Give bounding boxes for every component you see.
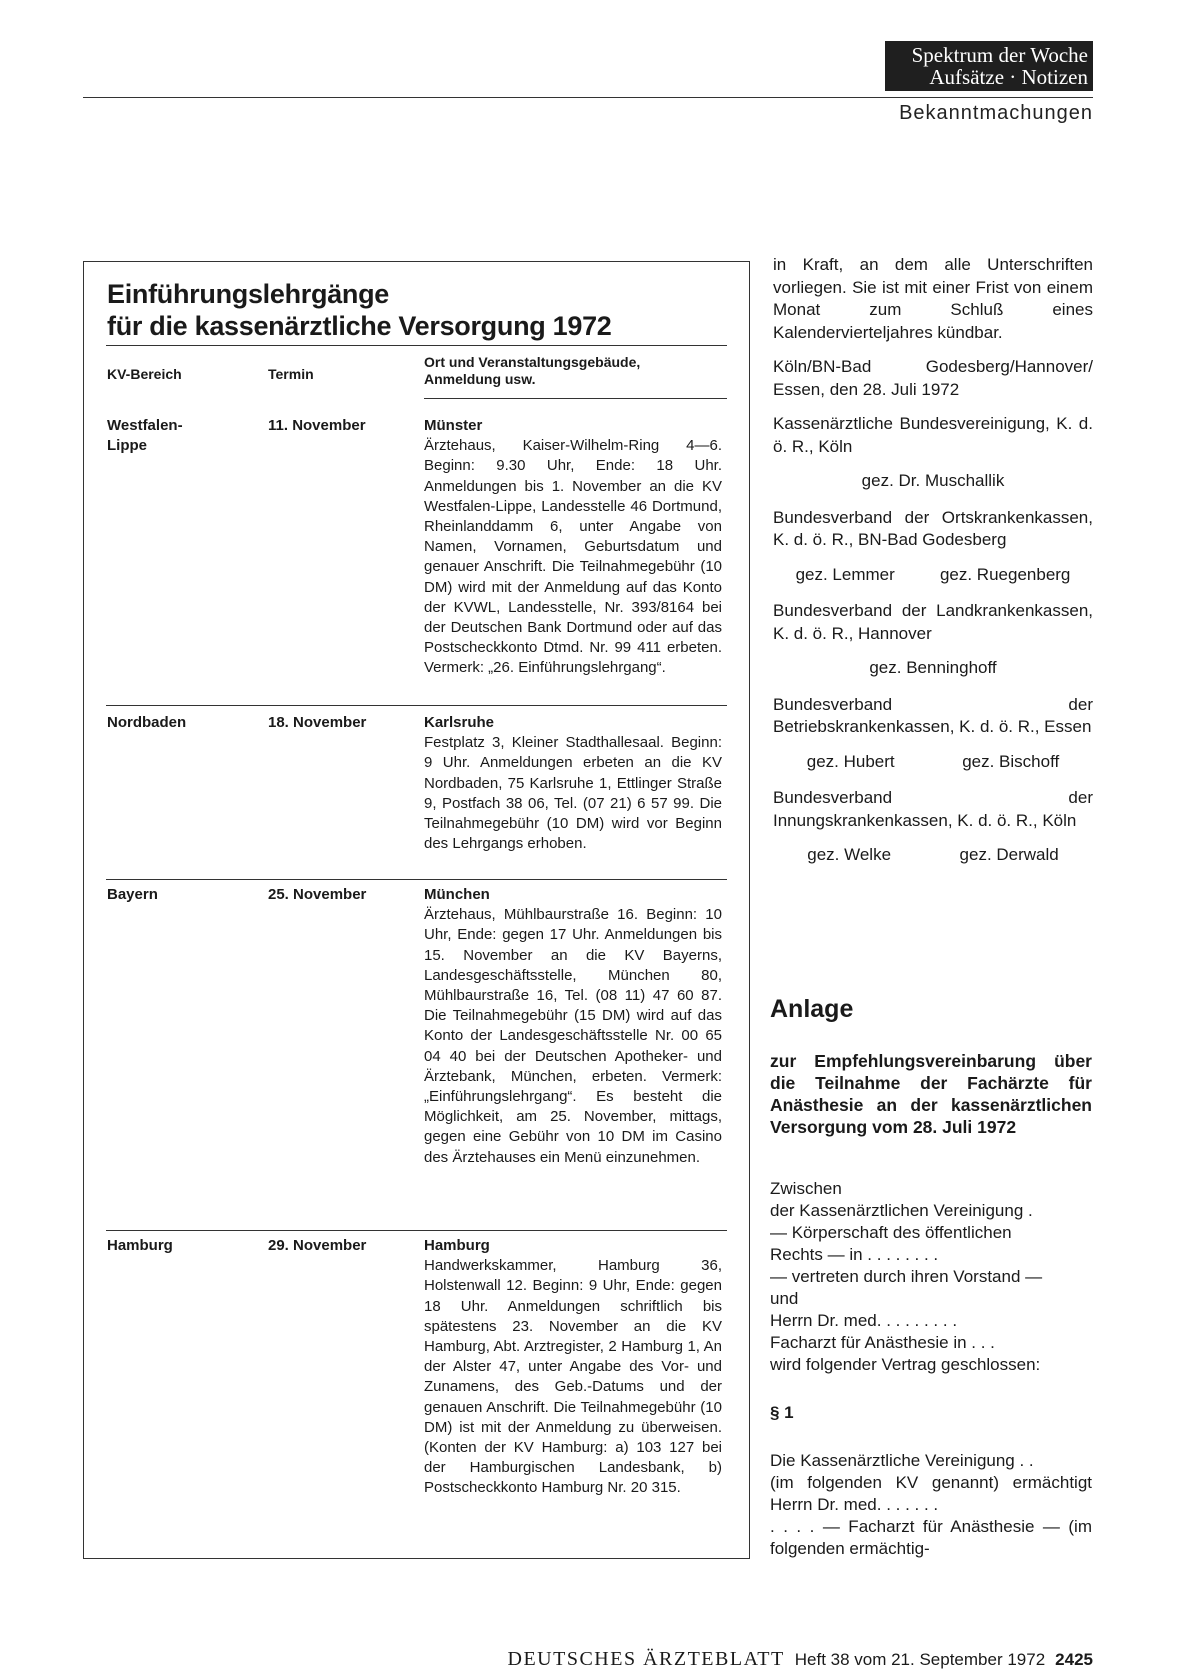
anlage-heading: Anlage <box>770 995 854 1023</box>
row-date: 29. November <box>268 1237 367 1254</box>
anlage-subheading: zur Empfehlungsvereinbarung über die Teilnahme der Fachärzte für Anästhesie an der kassenärztlichen Versorgung vom 28. Juli 1972 <box>770 1051 1092 1137</box>
course-table-box <box>83 261 750 1559</box>
contract-line: Herrn Dr. med. . . . . . . . . <box>770 1311 958 1330</box>
contract-line: und <box>770 1289 799 1308</box>
row-rule <box>106 879 727 880</box>
row-place <box>424 885 722 1168</box>
column-header-date: Termin <box>268 366 314 382</box>
row-rule <box>106 1230 727 1231</box>
signature: gez. Hubert <box>806 751 895 771</box>
issue-info: Heft 38 vom 21. September 1972 <box>794 1650 1046 1669</box>
row-date: 18. November <box>268 714 367 731</box>
page-footer <box>417 1648 1093 1671</box>
signature-lkk: gez. Benninghoff <box>869 658 997 677</box>
row-details: Handwerkskammer, Hamburg 36, Holstenwall 12. Beginn: 9 Uhr, Ende: gegen 18 Uhr. Anmeldungen schriftlich bis spätestens 23. November an die KV Hamburg, Abt. Arztregister, 2 Hamburg 1, An der Alster 47, unter Angabe des Vor- und Zunamens, des Geb.-Datums und der genauen Anschrift. Die Teilnahmegebühr (10 DM) ist mit der Anmeldung zu überweisen. (Konten der KV Hamburg: a) 103 127 bei der Hamburgischen Landesbank, b) Postscheckkonto Hamburg Nr. 20 315. <box>424 1257 722 1497</box>
signature: gez. Derwald <box>959 845 1059 864</box>
header-rule <box>83 97 1093 98</box>
row-city: Karlsruhe <box>424 714 495 731</box>
row-city: München <box>424 886 490 903</box>
contract-line: — vertreten durch ihren Vorstand — <box>770 1267 1043 1286</box>
column-header-place-line2: Anmeldung usw. <box>424 371 536 387</box>
agreement-end-text: in Kraft, an dem alle Unterschriften vorliegen. Sie ist mit einer Frist von einem Monat zum Schluß eines Kalendervierteljahres kündbar. <box>773 255 1093 342</box>
row-date: 11. November <box>268 417 366 434</box>
row-region <box>107 713 247 733</box>
row-region <box>107 416 247 456</box>
signature: gez. Ruegenberg <box>939 564 1071 584</box>
row-region <box>107 885 247 905</box>
place-date: Köln/BN-Bad Godesberg/Hannover/ Essen, den 28. Juli 1972 <box>773 357 1093 399</box>
signature: gez. Lemmer <box>795 564 895 584</box>
paragraph-line: (im folgenden KV genannt) ermächtigt Herrn Dr. med. . . . . . . <box>770 1473 1092 1514</box>
paragraph-line: Die Kassenärztliche Vereinigung . . <box>770 1451 1034 1470</box>
title-rule <box>106 345 727 346</box>
section-tag <box>885 41 1093 91</box>
column-header-region: KV-Bereich <box>107 366 182 382</box>
row-city: Hamburg <box>424 1237 490 1254</box>
row-place <box>424 713 722 854</box>
org-kbv: Kassenärztliche Bundesvereinigung, K. d. ö. R., Köln <box>773 414 1093 456</box>
row-region-line1: Bayern <box>107 886 158 903</box>
header-rule-place <box>424 398 727 399</box>
course-title-line2: für die kassenärztliche Versorgung 1972 <box>107 311 612 341</box>
row-rule <box>106 705 727 706</box>
row-region-line1: Nordbaden <box>107 714 187 731</box>
contract-text <box>770 1178 1092 1560</box>
column-header-place <box>424 354 724 388</box>
section-tag-line1: Spektrum der Woche <box>911 43 1088 67</box>
agreement-signatures <box>773 254 1093 881</box>
row-region-line1: Westfalen- <box>107 417 183 434</box>
contract-line: Facharzt für Anästhesie in . . . <box>770 1333 995 1352</box>
section-tag-line2: Aufsätze · Notizen <box>929 65 1088 89</box>
column-header-place-line1: Ort und Veranstaltungsgebäude, <box>424 354 641 370</box>
contract-line: — Körperschaft des öffentlichen <box>770 1223 1012 1242</box>
signatures-aok <box>773 564 1093 587</box>
page-number: 2425 <box>1055 1650 1093 1669</box>
contract-line: Zwischen <box>770 1179 842 1198</box>
journal-name: DEUTSCHES ÄRZTEBLATT <box>507 1648 785 1670</box>
signature: gez. Bischoff <box>962 751 1060 771</box>
contract-line: wird folgender Vertrag geschlossen: <box>770 1355 1041 1374</box>
row-details: Ärztehaus, Mühlbaurstraße 16. Beginn: 10 Uhr, Ende: gegen 17 Uhr. Anmeldungen bis 15. November an die KV Bayerns, Landesgeschäftsstelle, München 80, Mühlbaurstraße 16, Tel. (08 11) 47 60 87. Die Teilnahmegebühr (15 DM) wird auf das Konto der Landesgeschäftsstelle Nr. 00 65 04 40 bei der Deutschen Apotheker- und Ärztebank, München, erbeten. Vermerk: „Einführungslehrgang“. Es besteht die Möglichkeit, am 25. November, mittags, gegen eine Gebühr von 10 DM im Casino des Ärztehauses ein Menü einzunehmen. <box>424 906 722 1166</box>
paragraph-line: . . . . — Facharzt für Anästhesie — (im folgenden ermächtig- <box>770 1517 1092 1558</box>
contract-line: Rechts — in . . . . . . . . <box>770 1245 939 1264</box>
org-ikk: Bundesverband der Innungskrankenkassen, K. d. ö. R., Köln <box>773 788 1093 830</box>
course-table-title <box>107 278 727 342</box>
row-region-line2: Lippe <box>107 437 147 454</box>
section-name: Bekanntmachungen <box>899 102 1093 124</box>
row-place <box>424 1236 722 1499</box>
org-aok: Bundesverband der Ortskrankenkassen, K. d. ö. R., BN-Bad Godesberg <box>773 507 1093 549</box>
row-region <box>107 1236 247 1256</box>
signatures-ikk <box>773 844 1093 867</box>
row-city: Münster <box>424 417 483 434</box>
row-region-line1: Hamburg <box>107 1237 173 1254</box>
org-lkk: Bundesverband der Landkrankenkassen, K. d. ö. R., Hannover <box>773 601 1093 643</box>
signature: gez. Welke <box>807 845 892 864</box>
signatures-bkk <box>773 751 1093 774</box>
contract-line: der Kassenärztlichen Vereinigung . <box>770 1201 1033 1220</box>
signature-kbv: gez. Dr. Muschallik <box>861 471 1005 490</box>
row-details: Festplatz 3, Kleiner Stadthallesaal. Beginn: 9 Uhr. Anmeldungen erbeten an die KV Nordbaden, 75 Karlsruhe 1, Ettlinger Straße 9, Postfach 38 06, Tel. (07 21) 6 57 99. Die Teilnahmegebühr (10 DM) wird vor Beginn des Lehrgangs erhoben. <box>424 734 722 853</box>
org-bkk: Bundesverband der Betriebskrankenkassen, K. d. ö. R., Essen <box>773 694 1093 736</box>
row-place <box>424 416 722 679</box>
row-date: 25. November <box>268 886 367 903</box>
paragraph-number: § 1 <box>770 1403 794 1422</box>
course-title-line1: Einführungslehrgänge <box>107 279 390 309</box>
row-details: Ärztehaus, Kaiser-Wilhelm-Ring 4—6. Beginn: 9.30 Uhr, Ende: 18 Uhr. Anmeldungen bis 1. November an die KV Westfalen-Lippe, Landesstelle 46 Dortmund, Rheinlanddamm 6, unter Angabe von Namen, Vornamen, Geburtsdatum und genauer Anschrift. Die Teilnahmegebühr (10 DM) wird mit der Anmeldung auf das Konto der KVWL, Landesstelle, Nr. 393/8164 bei der Deutschen Bank Dortmund oder auf das Postscheckkonto Dtmd. Nr. 99 411 erbeten. Vermerk: „26. Einführungslehrgang“. <box>424 437 722 677</box>
